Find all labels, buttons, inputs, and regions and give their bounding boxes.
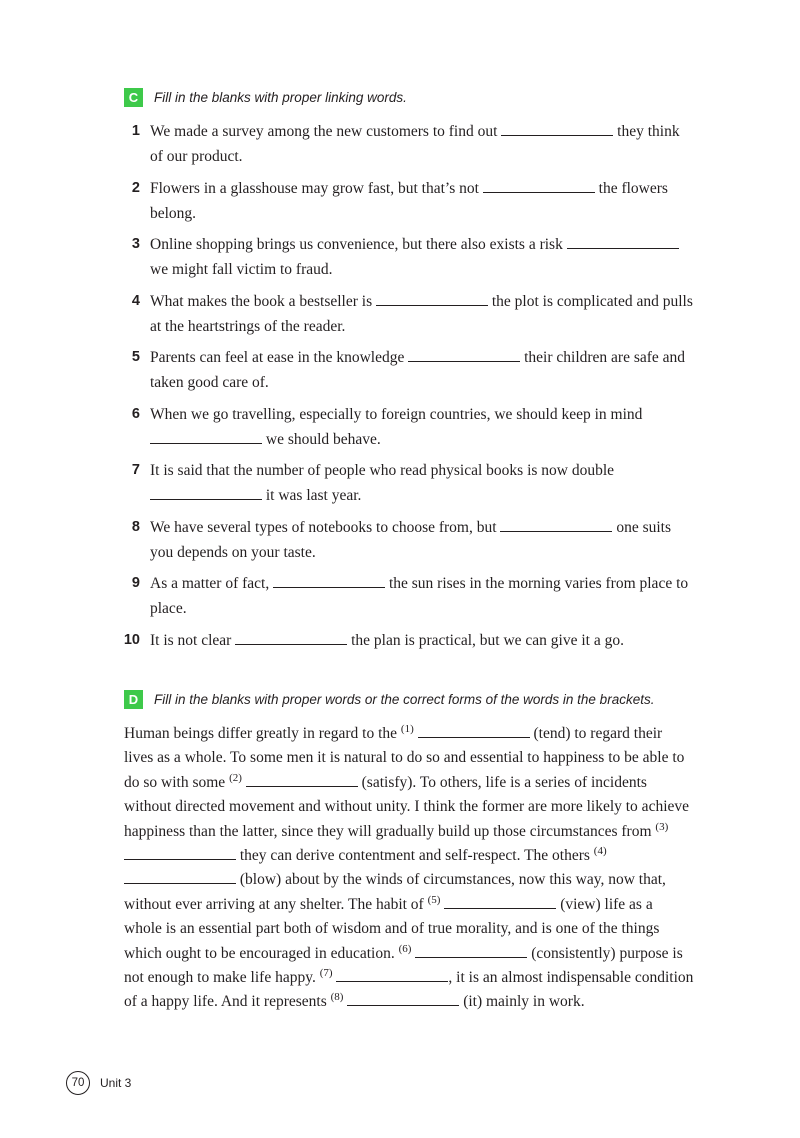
blank-number: (1) bbox=[400, 723, 414, 735]
item-text-after: one suits you depends on your taste. bbox=[150, 519, 671, 561]
item-text-before: As a matter of fact, bbox=[150, 575, 274, 592]
item-text-after: we should behave. bbox=[262, 431, 381, 448]
exercise-item-2 bbox=[118, 176, 698, 226]
answer-blank-7[interactable] bbox=[336, 967, 448, 982]
item-text-after: the plan is practical, but we can give it a go. bbox=[347, 632, 624, 649]
cloze-passage bbox=[124, 722, 694, 1015]
blank-number: (2) bbox=[229, 771, 242, 784]
item-number: 2 bbox=[131, 180, 140, 196]
item-number: 1 bbox=[131, 123, 140, 139]
answer-blank[interactable] bbox=[273, 573, 385, 588]
item-text-after: we might fall victim to fraud. bbox=[150, 261, 333, 278]
answer-blank[interactable] bbox=[567, 234, 679, 249]
passage-text: , it is an almost indispensable condition of a happy life. And it represents bbox=[124, 969, 694, 1011]
answer-blank-2[interactable] bbox=[246, 772, 358, 787]
exercise-item-1 bbox=[118, 119, 698, 169]
passage-text: (it) mainly in work. bbox=[459, 993, 585, 1011]
item-text-before: Flowers in a glasshouse may grow fast, but that’s not bbox=[150, 180, 483, 197]
item-number: 8 bbox=[131, 519, 140, 535]
item-text-after: the sun rises in the morning varies from place to place. bbox=[150, 575, 689, 617]
item-text-before: We made a survey among the new customers to find out bbox=[150, 123, 502, 140]
item-number: 3 bbox=[131, 236, 140, 252]
item-text-before: When we go travelling, especially to foreign countries, we should keep in mind bbox=[150, 406, 643, 423]
exercise-item-6 bbox=[118, 402, 698, 452]
page-footer bbox=[66, 1071, 131, 1095]
item-text-before: We have several types of notebooks to choose from, but bbox=[150, 519, 501, 536]
section-c-badge: C bbox=[124, 88, 143, 107]
exercise-item-3 bbox=[118, 232, 698, 282]
blank-number: (3) bbox=[655, 820, 669, 833]
answer-blank[interactable] bbox=[500, 517, 612, 532]
answer-blank[interactable] bbox=[501, 121, 613, 136]
item-text-after: it was last year. bbox=[262, 487, 362, 504]
answer-blank[interactable] bbox=[376, 291, 488, 306]
item-text-after: their children are safe and taken good care of. bbox=[150, 349, 686, 391]
passage-text: (satisfy). To others, life is a series of incidents without directed movement and without unity. I think the former are more likely to achieve happiness than the latter, since they will gradually build up those circumstances from bbox=[124, 773, 690, 840]
section-d-badge: D bbox=[124, 690, 143, 709]
item-number: 7 bbox=[131, 462, 140, 478]
exercise-item-9 bbox=[118, 571, 698, 621]
unit-label: Unit 3 bbox=[100, 1076, 132, 1090]
item-number: 6 bbox=[131, 406, 140, 422]
item-text-after: the flowers belong. bbox=[150, 180, 668, 222]
answer-blank[interactable] bbox=[150, 485, 262, 500]
item-number: 5 bbox=[131, 349, 140, 365]
item-number: 10 bbox=[123, 632, 140, 648]
section-d-header bbox=[124, 689, 654, 709]
passage-text: (consistently) purpose is not enough to make life happy. bbox=[124, 944, 683, 987]
answer-blank-3[interactable] bbox=[124, 845, 236, 860]
answer-blank-6[interactable] bbox=[415, 943, 527, 958]
blank-number: (6) bbox=[398, 942, 412, 955]
blank-number: (7) bbox=[319, 967, 333, 980]
answer-blank[interactable] bbox=[150, 429, 262, 444]
passage-text: (blow) about by the winds of circumstances, now this way, now that, without ever arriving at any shelter. The habit of bbox=[124, 871, 666, 913]
section-c-header bbox=[124, 87, 407, 107]
section-d-instruction: Fill in the blanks with proper words or the correct forms of the words in the brackets. bbox=[154, 691, 655, 707]
exercise-item-8 bbox=[118, 515, 698, 565]
exercise-item-7 bbox=[118, 458, 698, 508]
passage-text: (view) life as a whole is an essential part both of wisdom and of true morality, and is one of the things which ought to be encouraged in education. bbox=[124, 895, 660, 962]
blank-number: (8) bbox=[330, 991, 344, 1004]
answer-blank[interactable] bbox=[483, 178, 595, 193]
page-number: 70 bbox=[66, 1071, 90, 1095]
item-text-after: they think of our product. bbox=[150, 123, 680, 165]
item-text-before: Online shopping brings us convenience, but there also exists a risk bbox=[150, 236, 567, 253]
answer-blank-8[interactable] bbox=[347, 991, 459, 1006]
item-number: 4 bbox=[131, 293, 140, 309]
passage-text: they can derive contentment and self-respect. The others bbox=[236, 847, 594, 865]
item-text-before: What makes the book a bestseller is bbox=[150, 293, 376, 310]
answer-blank[interactable] bbox=[408, 347, 520, 362]
answer-blank-1[interactable] bbox=[418, 723, 530, 738]
item-text-before: It is said that the number of people who read physical books is now double bbox=[150, 462, 615, 479]
passage-text: (tend) to regard their lives as a whole. To some men it is natural to do so and essential to happiness to be able to do so with some bbox=[124, 725, 685, 791]
section-c-instruction: Fill in the blanks with proper linking words. bbox=[154, 89, 407, 105]
blank-number: (4) bbox=[593, 845, 607, 858]
blank-number: (5) bbox=[427, 893, 441, 906]
answer-blank-5[interactable] bbox=[444, 894, 556, 909]
answer-blank-4[interactable] bbox=[124, 869, 236, 884]
exercise-item-10 bbox=[118, 628, 698, 653]
item-text-before: It is not clear bbox=[150, 632, 236, 649]
exercise-item-5 bbox=[118, 345, 698, 395]
exercise-item-4 bbox=[118, 289, 698, 339]
passage-text: Human beings differ greatly in regard to the bbox=[124, 725, 401, 742]
item-text-before: Parents can feel at ease in the knowledge bbox=[150, 349, 409, 366]
item-text-after: the plot is complicated and pulls at the heartstrings of the reader. bbox=[150, 293, 693, 335]
answer-blank[interactable] bbox=[235, 630, 347, 645]
item-number: 9 bbox=[131, 575, 140, 591]
